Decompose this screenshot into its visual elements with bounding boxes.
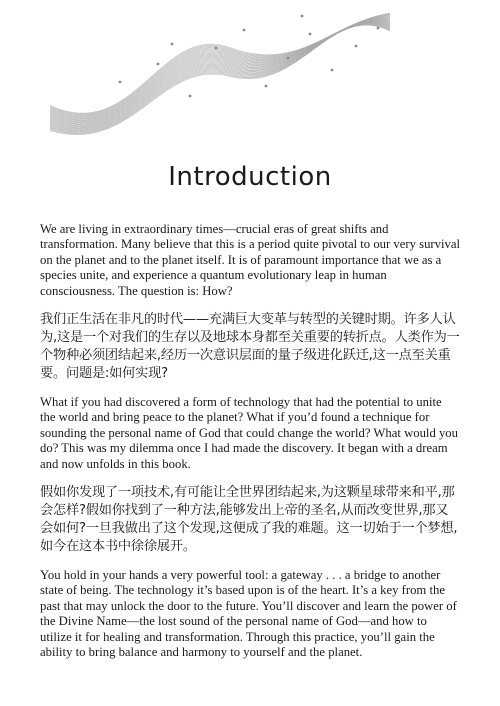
body-text [40,222,460,673]
decorative-wave-art [40,0,400,150]
paragraph-chinese-1: 我们正生活在非凡的时代——充满巨大变革与转型的关键时期。许多人认为,这是一个对我们的生存以及地球本身都至关重要的转折点。人类作为一个物种必须团结起来,经历一次意识层面的量子级进化跃迁,这一点至关重要。问题是:如何实现? [40,312,460,382]
paragraph-english-1: We are living in extraordinary times—crucial eras of great shifts and transformation. Many believe that this is a period quite pivotal to our very survival on the planet and to the planet itself. It is of paramount importance that we as a species unite, and experience a quantum evolutionary leap in human consciousness. The question is: How? [40,222,461,298]
paragraph-english-2: What if you had discovered a form of technology that had the potential to unite the world and bring peace to the planet? What if you’d found a technique for sounding the personal name of God that could change the world? What would you do? This was my dilemma once I had made the discovery. It began with a dream and now unfolds in this book. [40,395,458,471]
page-title: Introduction [168,162,332,192]
paragraph-chinese-2: 假如你发现了一项技术,有可能让全世界团结起来,为这颗星球带来和平,那会怎样?假如你找到了一种方法,能够发出上帝的圣名,从而改变世界,那又会如何?一旦我做出了这个发现,这便成了我的难题。这一切始于一个梦想,如今在这本书中徐徐展开。 [40,485,458,555]
paragraph-english-3: You hold in your hands a very powerful tool: a gateway . . . a bridge to another state of being. The technology it’s based upon is of the heart. It’s a key from the past that may unlock the door to the future. You’ll discover and learn the power of the Divine Name—the lost sound of the personal name of God—and how to utilize it for healing and transformation. Through this practice, you’ll gain the ability to bring balance and harmony to yourself and the planet. [40,568,457,660]
